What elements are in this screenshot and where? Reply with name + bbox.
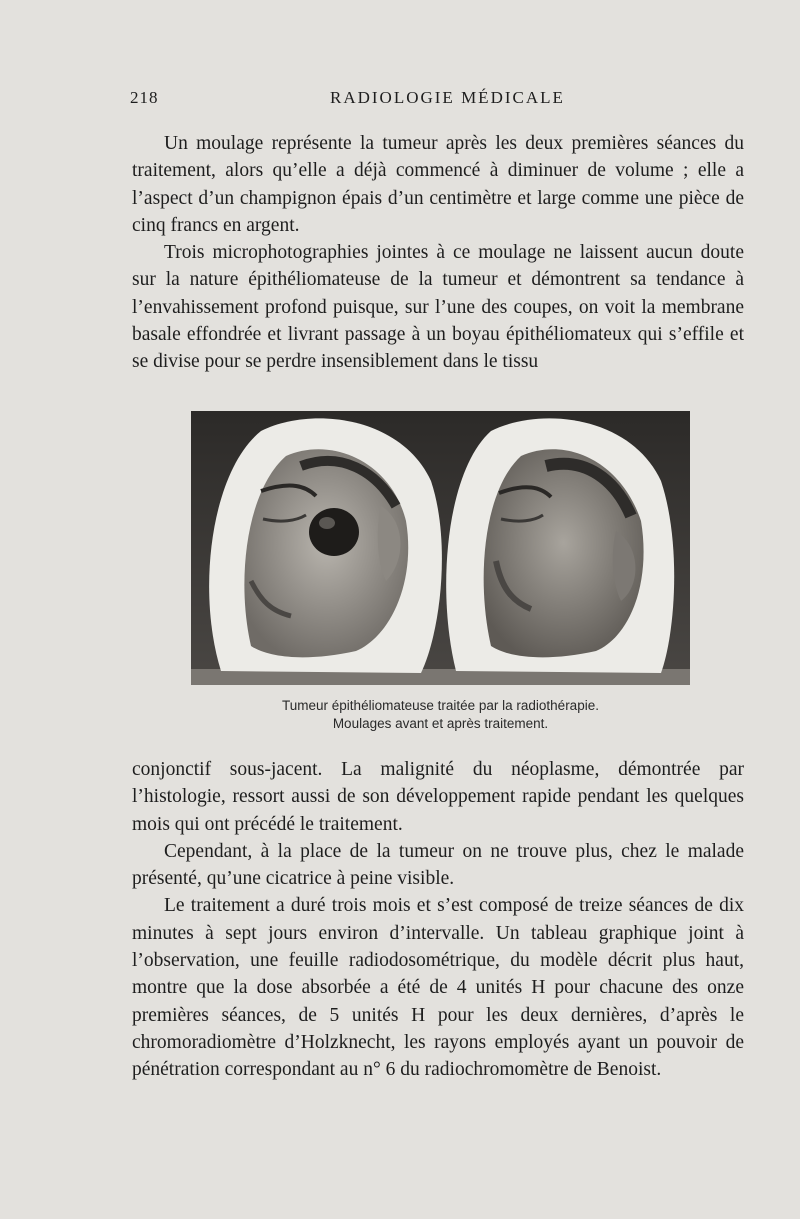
body-text-bottom bbox=[132, 756, 744, 1084]
paragraph: Trois microphotographies jointes à ce moulage ne laissent aucun doute sur la nature épithéliomateuse de la tumeur et démontrent sa tendance à l’envahissement profond puisque, sur l’une des coupes, on voit la membrane basale effondrée et livrant passage à un boyau épithéliomateux qui s’effile et se divise pour se perdre insensiblement dans le tissu bbox=[132, 242, 744, 373]
paragraph: Cependant, à la place de la tumeur on ne trouve plus, chez le malade présenté, qu’une cicatrice à peine visible. bbox=[132, 840, 744, 890]
page-number: 218 bbox=[130, 88, 159, 107]
paragraph: Le traitement a duré trois mois et s’est composé de treize séances de dix minutes à sept jours environ d’intervalle. Un tableau graphique joint à l’observation, une feuille radiodosométrique, du modèle décrit plus haut, montre que la dose absorbée a été de 4 unités H pour chacune des onze premières séances, de 5 unités H pour les deux dernières, d’après le chromoradiomètre d’Holzknecht, les rayons employés ayant un pouvoir de pénétration correspondant au n° 6 du radiochromomètre de Benoist. bbox=[132, 895, 744, 1081]
tumour bbox=[309, 508, 359, 556]
figure-photograph bbox=[191, 411, 690, 685]
caption-line: Moulages avant et après traitement. bbox=[332, 716, 549, 731]
paragraph: Un moulage représente la tumeur après les deux premières séances du traitement, alors qu’elle a déjà commencé à diminuer de volume ; elle a l’aspect d’un champignon épais d’un centimètre et large comme une pièce de cinq francs en argent. bbox=[132, 133, 744, 236]
moulage-after bbox=[446, 418, 674, 673]
page-header bbox=[130, 88, 750, 112]
running-title: RADIOLOGIE MÉDICALE bbox=[330, 88, 565, 107]
paragraph: conjonctif sous-jacent. La malignité du néoplasme, démontrée par l’histologie, ressort aussi de son développement rapide pendant les quelques mois qui ont précédé le traitement. bbox=[132, 759, 744, 835]
body-text-top bbox=[132, 130, 744, 376]
figure-caption bbox=[191, 697, 690, 733]
moulage-before bbox=[209, 418, 442, 673]
moulage-photo bbox=[191, 411, 690, 685]
caption-line: Tumeur épithéliomateuse traitée par la radiothérapie. bbox=[282, 698, 599, 713]
